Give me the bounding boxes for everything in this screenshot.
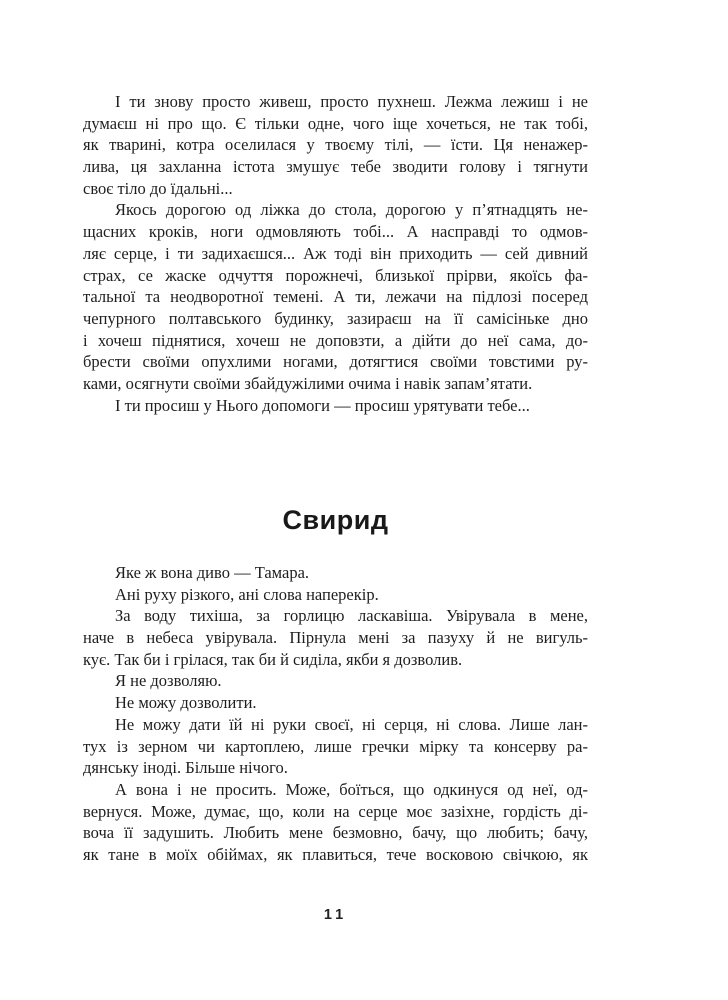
text-line: ками, осягнути своїми збайдужілими очима і навік запам’ятати. — [83, 373, 533, 393]
text-line: Не можу дати їй ні руки своєї, ні серця, ні слова. Лише лан- — [115, 714, 588, 734]
text-line: щасних кроків, ноги одмовляють тобі... А насправді то одмов- — [83, 222, 588, 242]
body-text-block-2 — [83, 562, 588, 866]
text-line: І ти знову просто живеш, просто пухнеш. Лежма лежиш і не — [115, 92, 588, 111]
text-line: вернуся. Може, думає, що, коли на серце моє зазіхне, гордість ді- — [83, 801, 588, 821]
text-line: Якось дорогою од ліжка до стола, дорогою у п’ятнадцять не- — [115, 200, 588, 220]
text-line: Ані руху різкого, ані слова наперекір. — [115, 584, 379, 604]
text-line: кує. Так би і грілася, так би й сиділа, якби я дозволив. — [83, 649, 463, 669]
chapter-heading: Свирид — [282, 505, 389, 535]
text-line: лива, ця захланна істота змушує тебе зводити голову і тягнути — [83, 157, 588, 177]
body-text-block-1 — [83, 91, 588, 416]
text-line: І ти просиш у Нього допомоги — просиш урятувати тебе... — [115, 395, 530, 415]
text-line: як тварині, котра оселилася у твоєму тілі, — їсти. Ця ненажер- — [83, 135, 588, 155]
text-line: і хочеш піднятися, хочеш не доповзти, а дійти до неї сама, до- — [83, 330, 588, 350]
text-line: наче в небеса увірувала. Пірнула мені за пазуху й не вигуль- — [83, 628, 588, 648]
page-number: 11 — [323, 907, 348, 923]
text-line: тальної та неодворотної темені. А ти, лежачи на підлозі посеред — [83, 287, 588, 307]
text-line: Яке ж вона диво — Тамара. — [115, 563, 310, 582]
text-line: ляє серце, і ти задихаєшся... Аж тоді він приходить — сей дивний — [83, 243, 588, 263]
text-line: За воду тихіша, за горлицю ласкавіша. Увірувала в мене, — [115, 606, 588, 626]
text-line: Не можу дозволити. — [115, 693, 257, 713]
text-line: А вона і не просить. Може, боїться, що одкинуся од неї, од- — [115, 779, 588, 799]
text-line: страх, се жаске одчуття порожнечі, близької прірви, якоїсь фа- — [83, 265, 588, 285]
text-line: тух із зерном чи картоплею, лише гречки мірку та консерву ра- — [83, 736, 588, 756]
text-line: чепурного полтавського будинку, зазираєш на її самісіньке дно — [83, 308, 588, 328]
text-line: Я не дозволяю. — [115, 671, 222, 691]
text-line: як тане в моїх обіймах, як плавиться, тече восковою свічкою, як — [83, 844, 588, 864]
text-line: дянську іноді. Більше нічого. — [83, 758, 288, 778]
text-line: своє тіло до їдальні... — [83, 178, 233, 198]
text-line: воча її задушить. Любить мене безмовно, бачу, що любить; бачу, — [83, 823, 588, 843]
text-line: брести своїми опухлими ногами, дотягтися своїми товстими ру- — [83, 352, 588, 372]
text-line: думаєш ні про що. Є тільки одне, чого іще хочеться, не так тобі, — [83, 113, 588, 133]
